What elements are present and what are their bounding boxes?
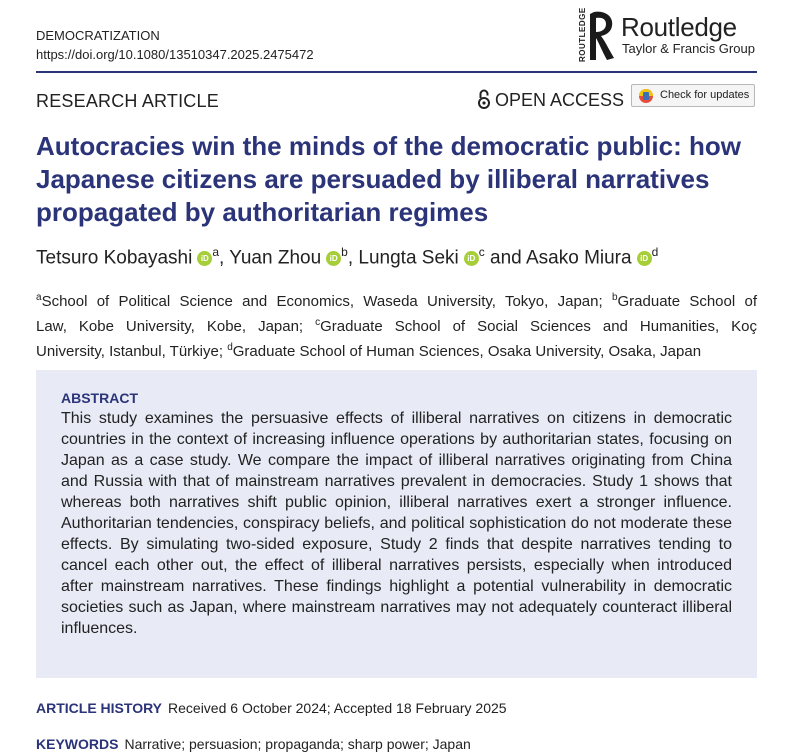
affiliation-marker: c bbox=[315, 317, 321, 328]
publisher-name: Routledge bbox=[621, 12, 737, 42]
journal-name: DEMOCRATIZATION bbox=[36, 28, 160, 43]
abstract-text: This study examines the persuasive effects of illiberal narratives on citizens in democratic countries in the context of increasing influence operations by authoritarian states, focusing on Japan as a case study. We compare the impact of illiberal narratives originating from China and Russia with that of mainstream narratives prevalent in democracies. Study 1 shows that whereas both narratives shift public opinion, illiberal narratives exert a stronger influence. Authoritarian tendencies, conspiracy beliefs, and political sophistication do not moderate these effects. By simulating two-sided exposure, Study 2 finds that despite narratives tending to cancel each other out, the effect of illiberal narratives persists, especially when introduced after mainstream narratives. These findings highlight a potential vulnerability in democratic societies such as Japan, where mainstream narratives may not adequately counteract illiberal influences. bbox=[61, 410, 732, 637]
affiliation-line bbox=[36, 337, 757, 362]
keywords bbox=[36, 736, 471, 752]
check-for-updates-label: Check for updates bbox=[660, 89, 750, 101]
affiliation-marker: d bbox=[227, 342, 233, 353]
keywords-label: KEYWORDS bbox=[36, 736, 119, 752]
journal-header bbox=[36, 26, 314, 64]
open-access-label bbox=[477, 89, 624, 111]
affiliation-text: Graduate School of Social Sciences and Humanities, Koç bbox=[320, 318, 757, 335]
affiliation-text: Graduate School of Human Sciences, Osaka University, Osaka, Japan bbox=[232, 343, 702, 360]
publisher-group: Taylor & Francis Group bbox=[622, 41, 755, 56]
author-separator: , bbox=[219, 247, 230, 269]
author-list bbox=[36, 245, 658, 269]
author-name[interactable]: Tetsuro Kobayashi bbox=[36, 247, 193, 269]
orcid-icon[interactable]: iD bbox=[464, 251, 479, 266]
affiliation-text: University, Istanbul, Türkiye; bbox=[36, 343, 228, 360]
article-history-label: ARTICLE HISTORY bbox=[36, 700, 163, 716]
routledge-r-icon bbox=[590, 8, 620, 64]
affiliation-line bbox=[36, 312, 757, 337]
publisher-vertical-text: ROUTLEDGE bbox=[578, 7, 587, 62]
author-affiliation-marker: a bbox=[212, 245, 220, 259]
affiliations bbox=[36, 287, 757, 362]
affiliation-marker: a bbox=[36, 292, 42, 303]
author-separator: and bbox=[484, 247, 526, 269]
orcid-icon[interactable]: iD bbox=[326, 251, 341, 266]
affiliation-text: School of Political Science and Economics, Waseda University, Tokyo, Japan; bbox=[41, 293, 612, 310]
article-type: RESEARCH ARTICLE bbox=[36, 91, 219, 111]
crossmark-icon bbox=[637, 88, 655, 104]
orcid-icon[interactable]: iD bbox=[197, 251, 212, 266]
author-name[interactable]: Yuan Zhou bbox=[229, 247, 322, 269]
author-name[interactable]: Lungta Seki bbox=[358, 247, 459, 269]
header-divider bbox=[36, 71, 757, 73]
check-for-updates-button[interactable] bbox=[631, 84, 755, 107]
author-affiliation-marker: d bbox=[651, 245, 659, 259]
keywords-text: Narrative; persuasion; propaganda; sharp power; Japan bbox=[124, 736, 471, 752]
open-access-text: OPEN ACCESS bbox=[495, 90, 625, 110]
open-lock-icon bbox=[477, 89, 491, 109]
author-name[interactable]: Asako Miura bbox=[525, 247, 632, 269]
abstract-heading: ABSTRACT bbox=[61, 390, 138, 406]
article-history-text: Received 6 October 2024; Accepted 18 February 2025 bbox=[168, 700, 507, 716]
affiliation-text: Graduate School of bbox=[617, 293, 757, 310]
author-affiliation-marker: c bbox=[478, 245, 485, 259]
orcid-icon[interactable]: iD bbox=[637, 251, 652, 266]
doi-link[interactable]: https://doi.org/10.1080/13510347.2025.2475472 bbox=[36, 47, 314, 62]
article-title: Autocracies win the minds of the democratic public: how Japanese citizens are persuaded by illiberal narratives propagated by authoritarian regimes bbox=[36, 131, 741, 227]
author-affiliation-marker: b bbox=[341, 245, 348, 259]
article-history bbox=[36, 700, 507, 716]
affiliation-text: Law, Kobe University, Kobe, Japan; bbox=[36, 318, 316, 335]
affiliation-line bbox=[36, 287, 757, 312]
author-separator: , bbox=[347, 247, 359, 269]
affiliation-marker: b bbox=[611, 292, 618, 303]
